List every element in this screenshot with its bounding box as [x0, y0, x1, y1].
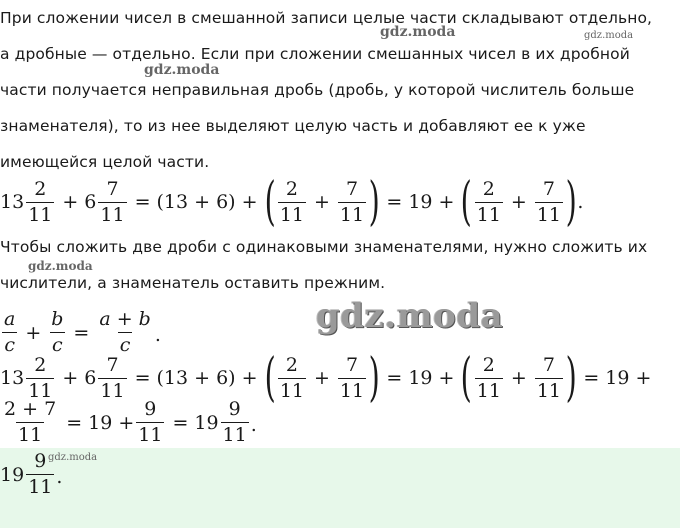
whole-part: 13 — [0, 191, 25, 213]
equals-sign: = — [134, 191, 151, 213]
fraction — [26, 177, 54, 226]
whole-part: 13 — [0, 367, 25, 389]
right-paren: ) — [368, 348, 380, 408]
plus-sign: + — [314, 191, 330, 213]
numerator: 2 — [285, 353, 298, 376]
numerator: 7 — [106, 353, 119, 376]
fraction — [278, 353, 306, 402]
equals-sign: = — [73, 322, 90, 344]
period: . — [577, 191, 584, 213]
text-line: При сложении чисел в смешанной записи целые части складывают отдельно, — [0, 9, 653, 27]
whole-sum-group: (13 + 6) — [156, 191, 236, 213]
denominator: 11 — [476, 203, 501, 226]
fraction — [278, 177, 306, 226]
denominator: 11 — [222, 424, 247, 446]
answer-whole: 19 — [0, 464, 25, 486]
numerator: 9 — [34, 452, 47, 472]
denominator: 11 — [28, 203, 53, 226]
numerator: 2 + 7 — [4, 400, 57, 420]
plus-sign: + — [510, 191, 527, 213]
text-line: числители, а знаменатель оставить прежним. — [0, 274, 386, 292]
result-whole: 19 — [408, 191, 433, 213]
fraction — [221, 400, 249, 445]
numerator: 7 — [542, 177, 555, 200]
plus-sign: + — [438, 367, 455, 389]
text-line: знаменателя), то из нее выделяют целую часть и добавляют ее к уже — [0, 117, 586, 135]
denominator: 11 — [279, 203, 304, 226]
whole-sum-group: (13 + 6) — [156, 367, 236, 389]
left-paren: ( — [264, 172, 276, 232]
denominator: 11 — [536, 203, 562, 226]
example-equation-3 — [0, 400, 257, 448]
fraction-group — [460, 172, 577, 232]
equals-sign: = — [66, 412, 83, 434]
denominator: 11 — [18, 424, 43, 446]
fraction — [338, 177, 366, 226]
watermark: gdz.moda — [380, 24, 456, 40]
numerator: a + b — [99, 310, 151, 330]
whole-part: 6 — [84, 367, 97, 389]
whole-part: 6 — [84, 191, 97, 213]
numerator: 2 — [482, 353, 495, 376]
fraction — [136, 400, 164, 445]
right-paren: ) — [565, 172, 577, 232]
plus-sign: + — [510, 367, 527, 389]
plus-sign: + — [438, 191, 455, 213]
numerator: 7 — [345, 353, 359, 376]
right-paren: ) — [368, 172, 380, 232]
fraction — [2, 400, 58, 445]
fraction — [475, 177, 503, 226]
equals-sign: = — [172, 412, 189, 434]
numerator: 7 — [345, 177, 359, 200]
answer-box — [0, 448, 680, 528]
fraction — [98, 177, 126, 226]
numerator: 9 — [144, 400, 157, 420]
numerator: 2 — [34, 177, 47, 200]
left-paren: ( — [461, 348, 473, 408]
denominator: 11 — [138, 424, 163, 446]
denominator: 11 — [100, 203, 125, 226]
denominator: 11 — [476, 379, 501, 402]
watermark: gdz.moda — [144, 62, 220, 78]
plus-sign: + — [314, 367, 330, 389]
text-line: имеющейся целой части. — [0, 153, 210, 171]
period: . — [154, 324, 161, 346]
denominator: c — [52, 334, 63, 354]
fraction-group — [264, 348, 381, 408]
period: . — [250, 414, 257, 436]
denominator: 11 — [28, 379, 53, 402]
fraction-group — [264, 172, 381, 232]
numerator: b — [51, 310, 64, 330]
fraction — [475, 353, 503, 402]
equation-middle: 19 + — [88, 412, 135, 434]
period: . — [56, 466, 63, 488]
fraction — [2, 310, 17, 354]
plus-sign: + — [241, 191, 258, 213]
watermark: gdz.moda — [584, 30, 634, 41]
equation-tail: 19 + — [605, 367, 652, 389]
text-line: Чтобы сложить две дроби с одинаковыми знаменателями, нужно сложить их — [0, 238, 648, 256]
fraction-group — [460, 348, 577, 408]
equals-sign: = — [134, 367, 151, 389]
numerator: 7 — [106, 177, 119, 200]
denominator: 11 — [100, 379, 125, 402]
plus-sign: + — [62, 367, 79, 389]
equals-sign: = — [583, 367, 600, 389]
numerator: 7 — [542, 353, 555, 376]
result-whole: 19 — [194, 412, 219, 434]
denominator: 11 — [28, 476, 53, 498]
fraction — [97, 310, 153, 354]
rule-paragraph-same-denominators — [0, 229, 680, 301]
result-whole: 19 — [408, 367, 433, 389]
numerator: 2 — [482, 177, 495, 200]
equals-sign: = — [386, 191, 403, 213]
rule-paragraph-mixed-numbers — [0, 0, 680, 180]
fraction — [535, 353, 563, 402]
example-equation-1 — [0, 172, 584, 232]
right-paren: ) — [565, 348, 577, 408]
text-line: части получается неправильная дробь (дробь, у которой числитель больше — [0, 81, 635, 99]
denominator: 11 — [279, 379, 304, 402]
fraction — [98, 353, 126, 402]
rule-formula — [0, 310, 161, 354]
watermark: gdz.moda — [48, 452, 98, 463]
fraction — [338, 353, 366, 402]
fraction — [535, 177, 563, 226]
plus-sign: + — [25, 322, 42, 344]
watermark: gdz.moda — [28, 259, 93, 273]
denominator: 11 — [536, 379, 562, 402]
plus-sign: + — [241, 367, 258, 389]
left-paren: ( — [264, 348, 276, 408]
numerator: 9 — [228, 400, 241, 420]
denominator: c — [119, 334, 131, 354]
fraction — [49, 310, 65, 354]
numerator: a — [4, 310, 16, 330]
watermark-large: gdz.moda — [316, 296, 504, 336]
numerator: 2 — [34, 353, 47, 376]
denominator: 11 — [339, 379, 365, 402]
text-line: а дробные — отдельно. Если при сложении смешанных чисел в их дробной — [0, 45, 630, 63]
plus-sign: + — [62, 191, 79, 213]
denominator: c — [4, 334, 15, 354]
equals-sign: = — [386, 367, 403, 389]
fraction — [26, 353, 54, 402]
example-equation-2 — [0, 348, 652, 408]
denominator: 11 — [339, 203, 365, 226]
left-paren: ( — [461, 172, 473, 232]
numerator: 2 — [285, 177, 298, 200]
